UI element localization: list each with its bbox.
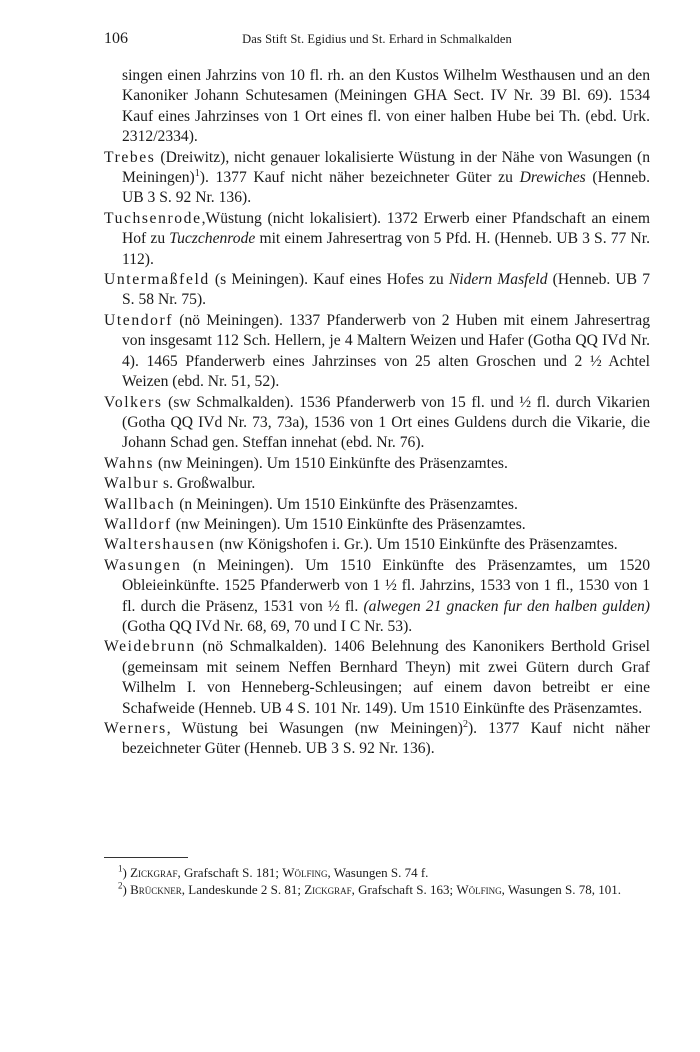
entry-wallbach: Wallbach (n Meiningen). Um 1510 Einkünfte des Präsenzamtes. xyxy=(104,495,518,513)
page-number: 106 xyxy=(104,30,128,47)
entry-volkers: Volkers (sw Schmalkalden). 1536 Pfanderwerb von 15 fl. und ½ fl. durch Vikarien (Gotha QQ IVd Nr. 73, 73a), 1536 von 1 Ort eines Guldens durch die Vikarie, die Johann Schad gen. Steffan innehat (ebd. Nr. 76). xyxy=(104,393,650,452)
footnote-rule xyxy=(104,857,188,858)
entry-headword: Volkers xyxy=(104,393,163,411)
entry-headword: Trebes xyxy=(104,148,156,166)
page-header xyxy=(104,30,650,50)
entry-headword: Wallbach xyxy=(104,495,176,513)
footnote-1: $^1$) Zickgraf, Grafschaft S. 181; Wölfing, Wasungen S. 74 f. xyxy=(118,863,429,880)
entry-headword: Weidebrunn xyxy=(104,638,196,656)
entry-utendorf: Utendorf (nö Meiningen). 1337 Pfanderwerb von 2 Huben mit einem Jahresertrag von insgesamt 112 Sch. Hellern, je 4 Maltern Weizen und Hafer (Gotha QQ IVd Nr. 4). 1465 Pfanderwerb eines Jahrzinses von 25 alten Groschen und 2 ½ Achtel Weizen (ebd. Nr. 51, 52). xyxy=(104,311,650,391)
entry-headword: Tuchsenrode xyxy=(104,209,202,227)
entry-wahns: Wahns (nw Meiningen). Um 1510 Einkünfte des Präsenzamtes. xyxy=(104,454,508,472)
entry-headword: Waltershausen xyxy=(104,536,216,554)
entry-continuation: singen einen Jahrzins von 10 fl. rh. an den Kustos Wilhelm Westhausen und an den Kanoniker Johann Schutesamen (Meiningen GHA Sect. IV Nr. 39 Bl. 69). 1534 Kauf eines Jahrzinses von 1 Ort eines fl. von einer halben Hube bei Th. (ebd. Urk. 2312/2334). xyxy=(122,67,650,146)
entry-headword: Wasungen xyxy=(104,556,182,574)
entry-headword: Utendorf xyxy=(104,311,174,329)
footnote-2: $^2$) Brückner, Landeskunde 2 S. 81; Zickgraf, Grafschaft S. 163; Wölfing, Wasungen S. 78, 101. xyxy=(118,880,621,897)
entry-walldorf: Walldorf (nw Meiningen). Um 1510 Einkünfte des Präsenzamtes. xyxy=(104,515,526,533)
entry-walbur: Walbur s. Großwalbur. xyxy=(104,475,256,493)
footnote-ref-1[interactable]: 1 xyxy=(194,167,200,179)
entry-headword: Wahns xyxy=(104,454,155,472)
entry-tuchsenrode: Tuchsenrode,Wüstung (nicht lokalisiert). 1372 Erwerb einer Pfandschaft an einem Hof zu Tuczchenrode mit einem Jahresertrag von 5 Pfd. H. (Henneb. UB 3 S. 77 Nr. 112). xyxy=(104,209,650,268)
entry-weidebrunn: Weidebrunn (nö Schmalkalden). 1406 Belehnung des Kanonikers Berthold Grisel (gemeinsam mit seinem Neffen Bernhard Theyn) mit zwei Gütern durch Graf Wilhelm I. von Henneberg-Schleusingen; auf einem davon betreibt er eine Schafweide (Henneb. UB 4 S. 101 Nr. 149). Um 1510 Einkünfte des Präsenzamtes. xyxy=(104,638,650,717)
entry-headword: Walbur xyxy=(104,475,160,493)
entry-wasungen: Wasungen (n Meiningen). Um 1510 Einkünfte des Präsenzamtes, um 1520 Obleieinkünfte. 1525 Pfanderwerb von 1 ½ fl. Jahrzins, 1533 von 1 fl., 1530 von 1 fl. durch die Präsenz, 1531 von ½ fl. (alwegen 21 gnacken fur den halben gulden) (Gotha QQ IVd Nr. 68, 69, 70 und I C Nr. 53). xyxy=(104,556,650,635)
entry-trebes: Trebes (Dreiwitz), nicht genauer lokalisierte Wüstung in der Nähe von Wasungen (n Meiningen)$^1$). 1377 Kauf nicht näher bezeichneter Güter zu Drewiches (Henneb. UB 3 S. 92 Nr. 136). xyxy=(104,148,650,207)
entry-waltershausen: Waltershausen (nw Königshofen i. Gr.). Um 1510 Einkünfte des Präsenzamtes. xyxy=(104,536,618,554)
entry-headword: Werners xyxy=(104,720,167,737)
footnotes xyxy=(104,857,650,898)
entry-headword: Walldorf xyxy=(104,515,172,533)
entry-untermassfeld: Untermaßfeld (s Meiningen). Kauf eines Hofes zu Nidern Masfeld (Henneb. UB 7 S. 58 Nr. 75). xyxy=(104,271,650,309)
main-text xyxy=(104,66,650,760)
footnote-ref-2[interactable]: 2 xyxy=(462,718,468,730)
running-title: Das Stift St. Egidius und St. Erhard in Schmalkalden xyxy=(242,32,512,46)
entry-werners: Werners, Wüstung bei Wasungen (nw Meiningen)$^2$). 1377 Kauf nicht näher bezeichneter Güter (Henneb. UB 3 S. 92 Nr. 136). xyxy=(104,718,650,758)
entry-headword: Untermaßfeld xyxy=(104,271,210,289)
